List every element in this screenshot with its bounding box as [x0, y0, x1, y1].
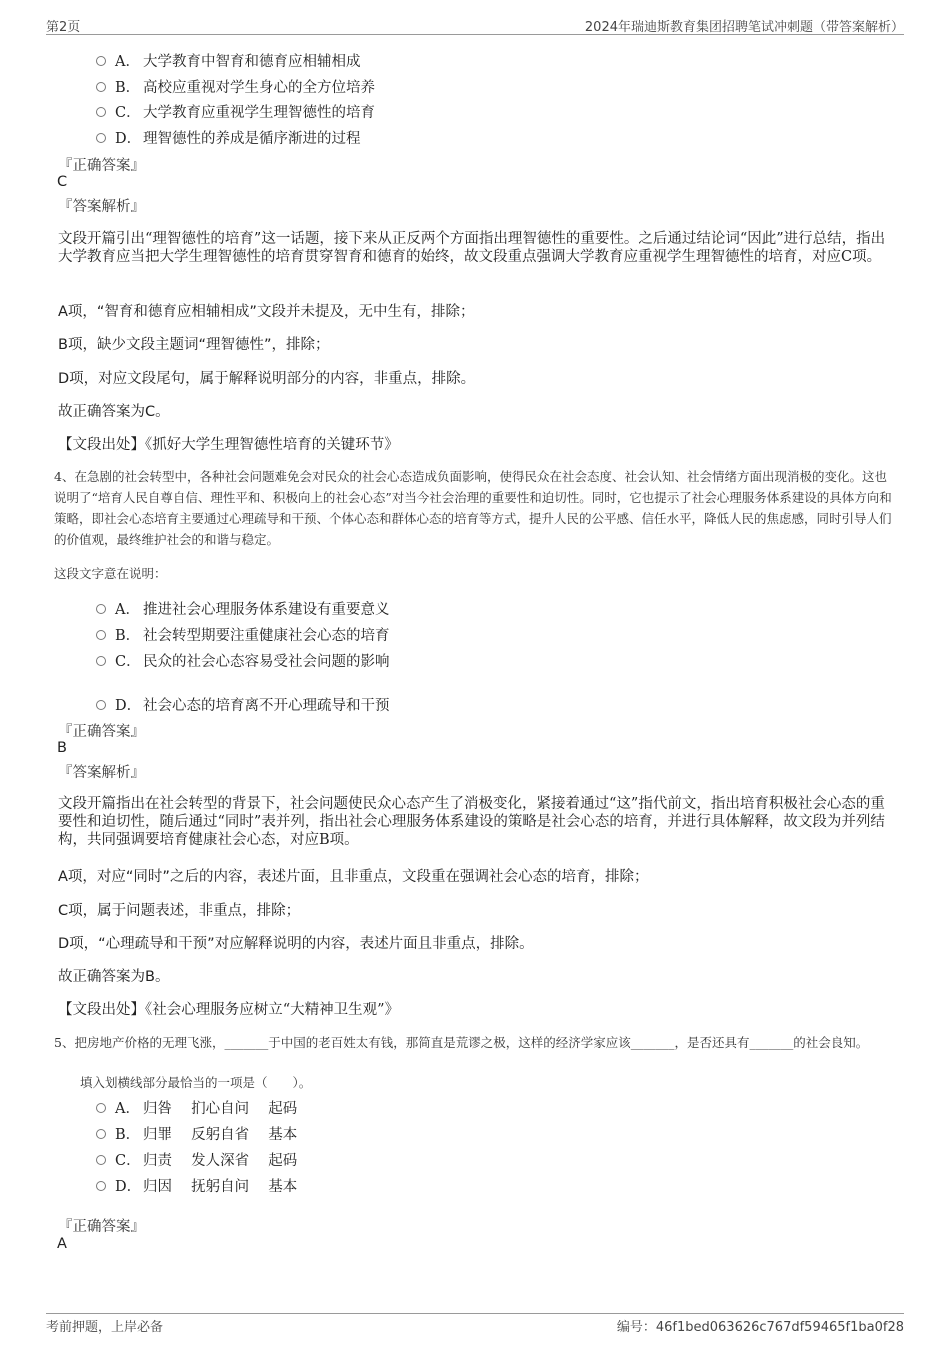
q5-stem: 5、把房地产价格的无理飞涨，_______于中国的老百姓太有钱，那简直是荒谬之极，这样的经济学家应该_______，是否还具有_______的社会良知。: [54, 1035, 869, 1050]
radio-icon[interactable]: [96, 1129, 106, 1139]
q4-item-d: D项，“心理疏导和干预”对应解释说明的内容，表述片面且非重点，排除。: [58, 936, 534, 952]
radio-icon[interactable]: [96, 1103, 106, 1113]
footer-slogan: 考前押题，上岸必备: [46, 1320, 164, 1335]
radio-icon[interactable]: [96, 604, 106, 614]
q3-option-c[interactable]: C． 大学教育应重视学生理智德性的培育: [96, 101, 375, 122]
page-number: 第2页: [46, 20, 81, 35]
q4-item-a: A项，对应“同时”之后的内容，表述片面，且非重点，文段重在强调社会心态的培育，排除；: [58, 869, 649, 885]
q5-option-c[interactable]: C． 归责 发人深省 起码: [96, 1149, 297, 1170]
radio-icon[interactable]: [96, 133, 106, 143]
q4-conclusion: 故正确答案为B。: [58, 969, 170, 985]
q5-option-d[interactable]: D． 归因 抚躬自问 基本: [96, 1175, 297, 1196]
q5-answer: A: [57, 1236, 67, 1252]
q3-conclusion: 故正确答案为C。: [58, 404, 170, 420]
radio-icon[interactable]: [96, 1155, 106, 1165]
q4-answer-label: 『正确答案』: [58, 724, 145, 740]
q3-option-d[interactable]: D． 理智德性的养成是循序渐进的过程: [96, 127, 361, 148]
radio-icon[interactable]: [96, 107, 106, 117]
q4-option-a[interactable]: A． 推进社会心理服务体系建设有重要意义: [96, 598, 390, 619]
q4-source: 【文段出处】《社会心理服务应树立“大精神卫生观”》: [58, 1002, 400, 1018]
q4-option-d[interactable]: D． 社会心态的培育离不开心理疏导和干预: [96, 694, 390, 715]
radio-icon[interactable]: [96, 82, 106, 92]
q4-analysis: 文段开篇指出在社会转型的背景下，社会问题使民众心态产生了消极变化，紧接着通过“这”指代前文，指出培育积极社会心态的重要性和迫切性，随后通过“同时”表并列，指出社会心理服务体系建设的策略是社会心态的培育，并进行具体解释，故文段为并列结构，共同强调要培育健康社会心态，对应B项。: [58, 796, 885, 848]
q5-answer-label: 『正确答案』: [58, 1219, 145, 1235]
q4-option-c[interactable]: C． 民众的社会心态容易受社会问题的影响: [96, 650, 390, 671]
q3-item-d: D项，对应文段尾句，属于解释说明部分的内容，非重点，排除。: [58, 371, 476, 387]
q3-analysis-label: 『答案解析』: [58, 199, 145, 215]
q4-analysis-label: 『答案解析』: [58, 765, 145, 781]
q5-option-b[interactable]: B． 归罪 反躬自省 基本: [96, 1123, 297, 1144]
q4-option-b[interactable]: B． 社会转型期要注重健康社会心态的培育: [96, 624, 390, 645]
q3-option-a[interactable]: A． 大学教育中智育和德育应相辅相成: [96, 50, 361, 71]
q4-prompt: 这段文字意在说明：: [54, 566, 167, 581]
page-footer: [46, 1313, 904, 1338]
q4-item-c: C项，属于问题表述，非重点，排除；: [58, 903, 301, 919]
q3-source: 【文段出处】《抓好大学生理智德性培育的关键环节》: [58, 437, 399, 453]
radio-icon[interactable]: [96, 1181, 106, 1191]
q3-item-a: A项，“智育和德育应相辅相成”文段并未提及，无中生有，排除；: [58, 304, 475, 320]
radio-icon[interactable]: [96, 630, 106, 640]
q5-option-a[interactable]: A． 归咎 扪心自问 起码: [96, 1097, 297, 1118]
document-id: 编号：46f1bed063626c767df59465f1ba0f28: [616, 1320, 904, 1335]
q4-stem: 4、在急剧的社会转型中，各种社会问题难免会对民众的社会心态造成负面影响，使得民众在社会态度、社会认知、社会情绪方面出现消极的变化。这也说明了“培育人民自尊自信、理性平和、积极向上的社会心态”对当今社会治理的重要性和迫切性。同时，它也提示了社会心理服务体系建设的具体方向和策略，即社会心态培育主要通过心理疏导和干预、个体心态和群体心态的培育等方式，提升人民的公平感、信任水平，降低人民的焦虑感，同时引导人们的价值观，最终维护社会的和谐与稳定。: [54, 469, 892, 547]
document-title: 2024年瑞迪斯教育集团招聘笔试冲刺题（带答案解析）: [584, 20, 904, 35]
q5-prompt: 填入划横线部分最恰当的一项是（ ）。: [80, 1075, 312, 1090]
q4-answer: B: [57, 740, 67, 756]
q3-option-b[interactable]: B． 高校应重视对学生身心的全方位培养: [96, 76, 375, 97]
page-header: [46, 14, 904, 35]
q3-item-b: B项，缺少文段主题词“理智德性”，排除；: [58, 337, 330, 353]
radio-icon[interactable]: [96, 656, 106, 666]
radio-icon[interactable]: [96, 56, 106, 66]
q3-answer: C: [57, 174, 68, 190]
q3-answer-label: 『正确答案』: [58, 158, 145, 174]
radio-icon[interactable]: [96, 700, 106, 710]
q3-analysis: 文段开篇引出“理智德性的培育”这一话题，接下来从正反两个方面指出理智德性的重要性。之后通过结论词“因此”进行总结，指出大学教育应当把大学生理智德性的培育贯穿智育和德育的始终，故文段重点强调大学教育应重视学生理智德性的培育，对应C项。: [58, 231, 886, 265]
